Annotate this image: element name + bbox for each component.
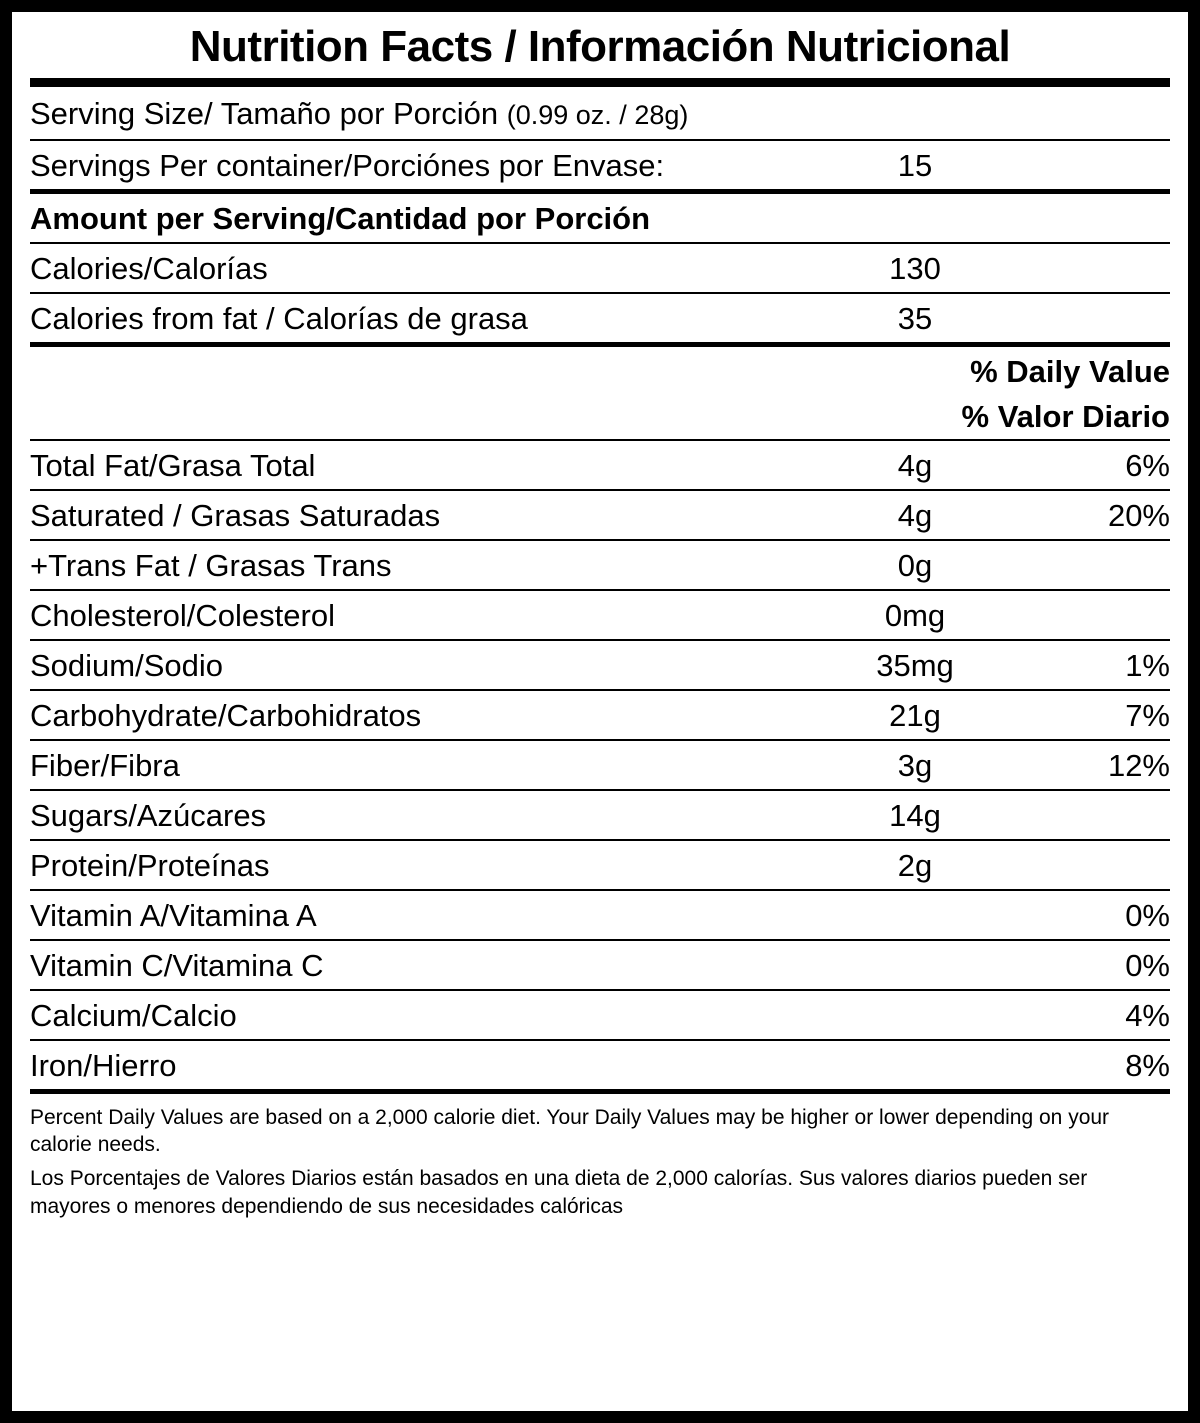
calories-from-fat-label: Calories from fat / Calorías de grasa <box>30 301 528 337</box>
calories-from-fat-row <box>30 294 1170 342</box>
nutrient-daily-value: 12% <box>1107 747 1170 783</box>
calories-label: Calories/Calorías <box>30 251 268 287</box>
calories-row <box>30 244 1170 292</box>
serving-size-label: Serving Size/ Tamaño por Porción <box>30 96 499 132</box>
nutrient-row <box>30 1041 1170 1089</box>
nutrient-row <box>30 491 1170 539</box>
servings-per-container-label: Servings Per container/Porciónes por Envase: <box>30 148 665 184</box>
calories-from-fat-value: 35 <box>897 301 933 337</box>
daily-value-header <box>30 347 1170 439</box>
serving-size-value: (0.99 oz. / 28g) <box>506 100 689 131</box>
nutrient-label: Cholesterol/Colesterol <box>30 597 335 633</box>
nutrient-row <box>30 691 1170 739</box>
nutrient-rows <box>30 441 1170 1089</box>
nutrient-row <box>30 741 1170 789</box>
calories-value: 130 <box>889 251 941 287</box>
page-title: Nutrition Facts / Información Nutricional <box>189 22 1011 71</box>
nutrient-daily-value: 6% <box>1125 447 1170 483</box>
divider-thick <box>30 78 1170 87</box>
footnote-spanish: Los Porcentajes de Valores Diarios están basados en una dieta de 2,000 calorías. Sus valores diarios pueden ser mayores o menores dependiendo de sus necesidades calóricas <box>30 1167 1088 1218</box>
nutrient-value: 0mg <box>884 597 946 633</box>
nutrient-daily-value: 4% <box>1125 997 1170 1033</box>
nutrient-label: Carbohydrate/Carbohidratos <box>30 697 422 733</box>
footnote-english: Percent Daily Values are based on a 2,000 calorie diet. Your Daily Values may be higher or lower depending on your calorie needs. <box>30 1105 1110 1157</box>
nutrient-label: Protein/Proteínas <box>30 847 270 883</box>
nutrient-label: Saturated / Grasas Saturadas <box>30 497 441 533</box>
nutrient-daily-value: 1% <box>1125 647 1170 683</box>
nutrient-row <box>30 991 1170 1039</box>
nutrient-value: 2g <box>897 847 933 883</box>
nutrient-label: Sodium/Sodio <box>30 647 224 683</box>
nutrient-label: +Trans Fat / Grasas Trans <box>30 547 392 583</box>
nutrient-row <box>30 841 1170 889</box>
nutrient-value: 14g <box>889 797 941 833</box>
nutrient-daily-value: 8% <box>1125 1047 1170 1083</box>
nutrient-daily-value: 0% <box>1125 897 1170 933</box>
nutrient-value: 4g <box>897 447 933 483</box>
nutrient-row <box>30 441 1170 489</box>
amount-per-serving-row <box>30 194 1170 242</box>
nutrient-row <box>30 791 1170 839</box>
nutrient-daily-value: 7% <box>1125 697 1170 733</box>
nutrient-value: 0g <box>897 547 933 583</box>
nutrient-label: Fiber/Fibra <box>30 747 180 783</box>
nutrient-daily-value: 20% <box>1107 497 1170 533</box>
nutrient-daily-value: 0% <box>1125 947 1170 983</box>
nutrient-value: 3g <box>897 747 933 783</box>
nutrient-label: Sugars/Azúcares <box>30 797 267 833</box>
nutrient-row <box>30 891 1170 939</box>
nutrient-row <box>30 941 1170 989</box>
nutrient-row <box>30 641 1170 689</box>
footnotes <box>30 1094 1170 1221</box>
nutrient-label: Calcium/Calcio <box>30 997 237 1033</box>
nutrient-label: Vitamin A/Vitamina A <box>30 897 317 933</box>
amount-per-serving-label: Amount per Serving/Cantidad por Porción <box>30 201 651 237</box>
daily-value-header-line2: % Valor Diario <box>961 398 1170 434</box>
nutrient-row <box>30 541 1170 589</box>
nutrient-value: 21g <box>889 697 941 733</box>
servings-per-container-row <box>30 141 1170 189</box>
serving-size-row <box>30 87 1170 139</box>
daily-value-header-line1: % Daily Value <box>970 354 1170 390</box>
nutrient-label: Total Fat/Grasa Total <box>30 447 316 483</box>
servings-per-container-value: 15 <box>897 148 933 184</box>
nutrient-value: 4g <box>897 497 933 533</box>
nutrient-label: Iron/Hierro <box>30 1047 177 1083</box>
nutrient-label: Vitamin C/Vitamina C <box>30 947 324 983</box>
nutrient-value: 35mg <box>876 647 954 683</box>
nutrient-row <box>30 591 1170 639</box>
